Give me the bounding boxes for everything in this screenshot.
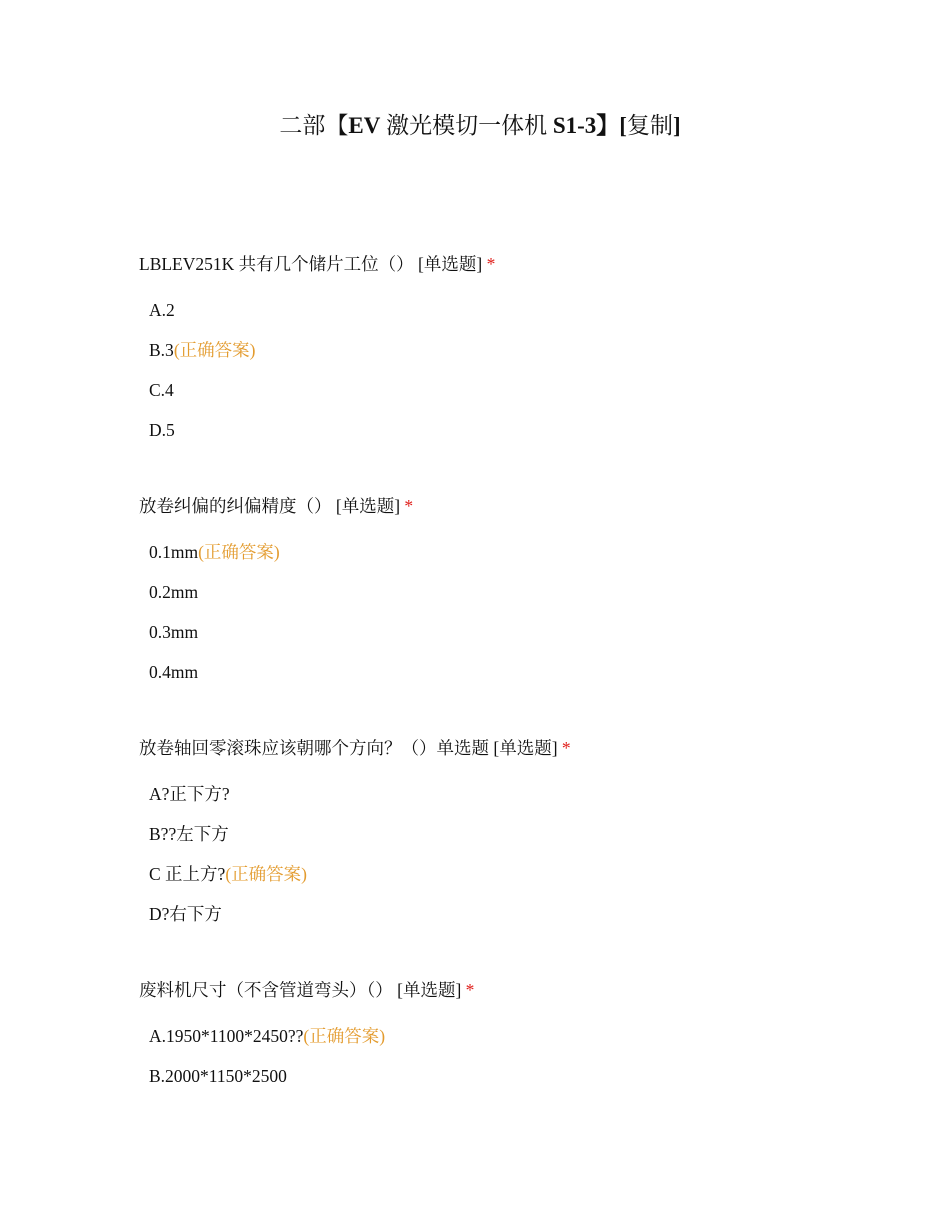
option xyxy=(139,901,919,927)
option-text: D.5 xyxy=(149,420,175,440)
option xyxy=(139,417,919,443)
option-text: D?右下方 xyxy=(149,904,222,924)
question-type-label: [单选题] xyxy=(397,980,462,1000)
option xyxy=(139,619,919,645)
option-list xyxy=(139,539,919,685)
title-part: 复制 xyxy=(626,113,673,138)
correct-answer-label: (正确答案) xyxy=(198,542,280,562)
option xyxy=(139,1063,919,1089)
correct-answer-label: (正确答案) xyxy=(173,340,256,360)
question-4 xyxy=(139,977,919,1103)
page-title xyxy=(0,108,950,144)
option-text: 0.4mm xyxy=(149,662,199,682)
option-text: B.2000*1150*2500 xyxy=(149,1066,287,1086)
option xyxy=(139,579,919,605)
option xyxy=(139,861,919,887)
option xyxy=(139,337,919,363)
question-type-label: [单选题] xyxy=(493,738,558,758)
option-text: 0.1mm xyxy=(149,542,199,562)
question-type-label: [单选题] xyxy=(418,254,483,274)
title-part: 】[ xyxy=(596,113,627,138)
option-text: A.1950*1100*2450?? xyxy=(149,1026,304,1046)
option xyxy=(139,539,919,565)
option-text: 0.3mm xyxy=(149,622,199,642)
question-stem: LBLEV251K 共有几个储片工位（） xyxy=(139,254,419,274)
option-text: A.2 xyxy=(149,300,175,320)
option-text: A?正下方? xyxy=(149,784,230,804)
option xyxy=(139,297,919,323)
question-text xyxy=(139,493,919,519)
question-text xyxy=(139,251,919,277)
title-part: ] xyxy=(672,113,681,138)
required-asterisk: * xyxy=(486,254,496,274)
option-text: C 正上方? xyxy=(149,864,226,884)
option-text: B.3 xyxy=(149,340,174,360)
question-text xyxy=(139,735,919,761)
required-asterisk: * xyxy=(561,738,571,758)
question-type-label: [单选题] xyxy=(335,496,401,516)
option-text: B??左下方 xyxy=(149,824,229,844)
option xyxy=(139,659,919,685)
required-asterisk: * xyxy=(465,980,475,1000)
question-stem: 放卷纠偏的纠偏精度（） xyxy=(139,496,336,516)
option-text: 0.2mm xyxy=(149,582,199,602)
correct-answer-label: (正确答案) xyxy=(303,1026,386,1046)
option xyxy=(139,781,919,807)
required-asterisk: * xyxy=(404,496,414,516)
question-2 xyxy=(139,493,919,699)
question-stem: 放卷轴回零滚珠应该朝哪个方向？（）单选题 xyxy=(139,738,494,758)
title-part: EV xyxy=(348,113,381,138)
question-stem: 废料机尺寸（不含管道弯头）（） xyxy=(139,980,398,1000)
question-3 xyxy=(139,735,919,941)
option-text: C.4 xyxy=(149,380,174,400)
correct-answer-label: (正确答案) xyxy=(225,864,307,884)
option xyxy=(139,821,919,847)
title-part: S1-3 xyxy=(552,113,597,138)
option xyxy=(139,377,919,403)
option-list xyxy=(139,1023,919,1089)
title-part: 激光模切一体机 xyxy=(380,113,553,138)
question-text xyxy=(139,977,919,1003)
option xyxy=(139,1023,919,1049)
question-1 xyxy=(139,251,919,457)
option-list xyxy=(139,781,919,927)
title-part: 二部【 xyxy=(279,113,349,138)
option-list xyxy=(139,297,919,443)
